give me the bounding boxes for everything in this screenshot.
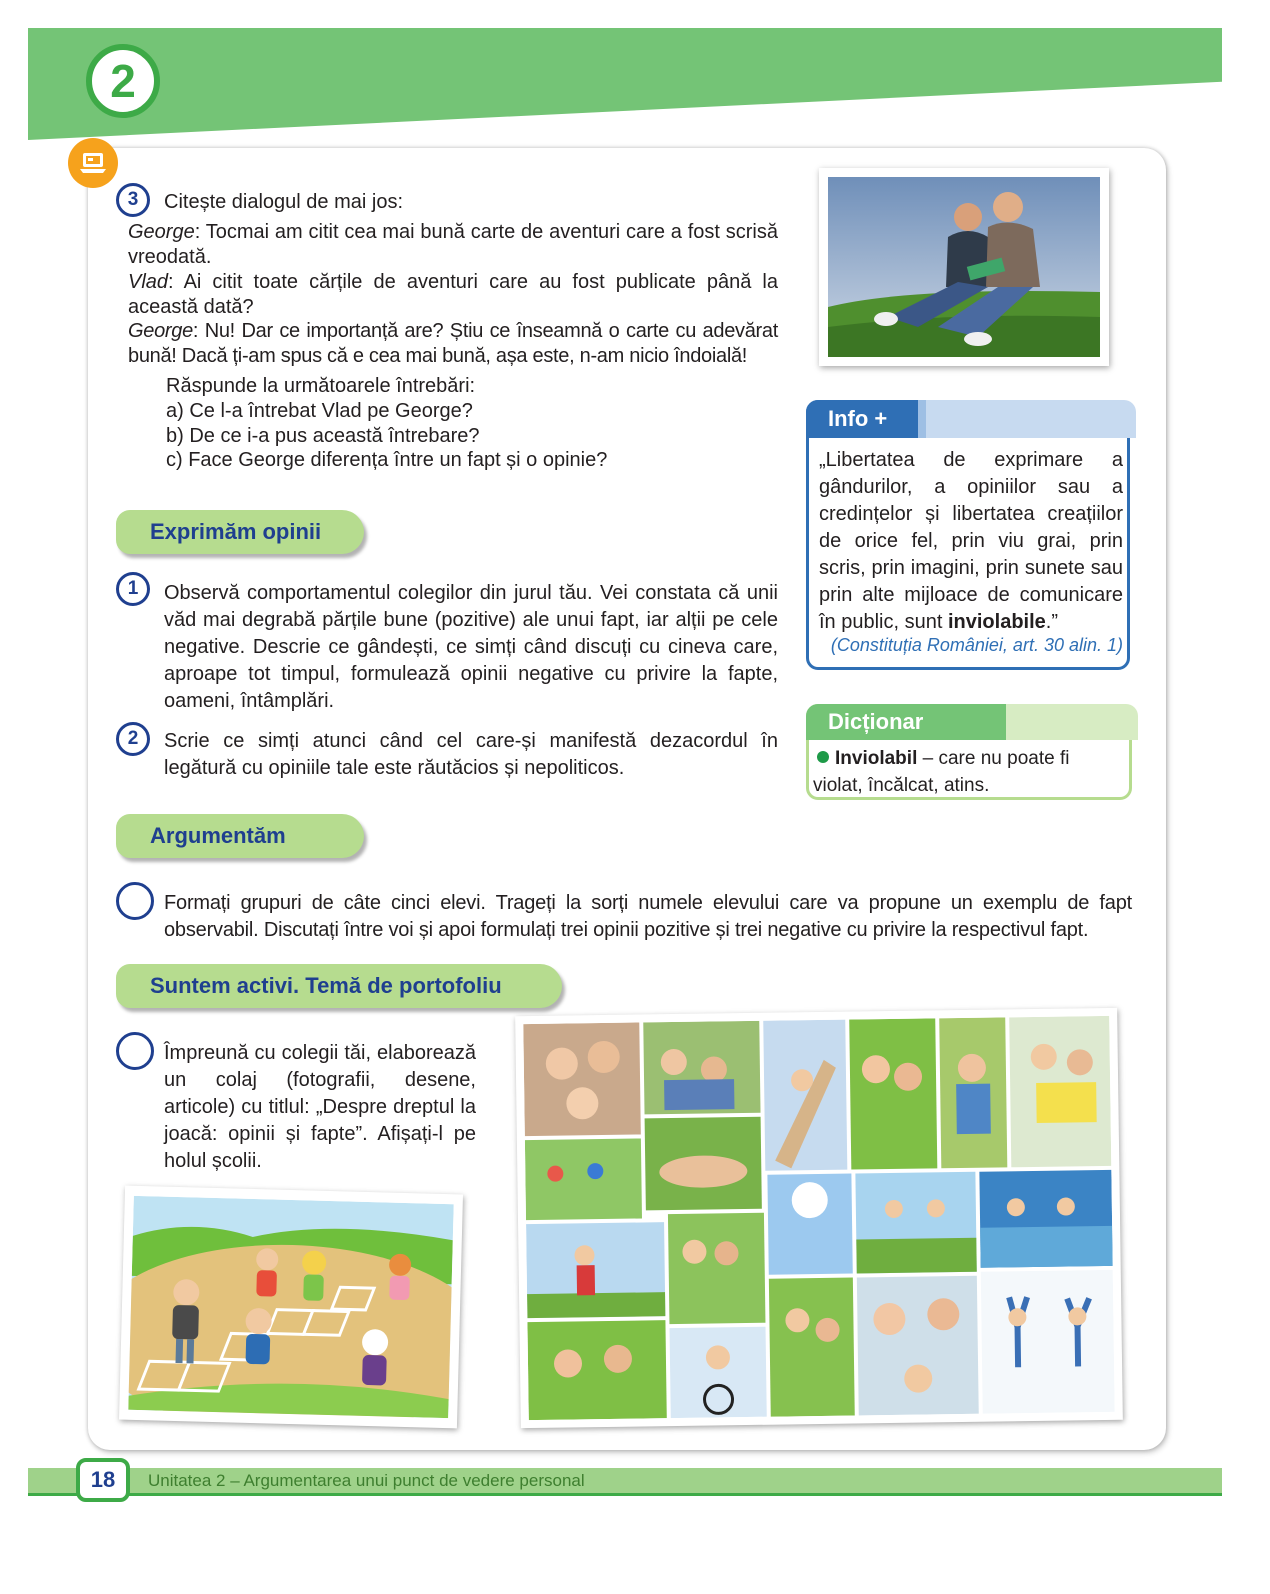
exercise-number-badge: 3 [116,183,150,217]
opinions-item-2: Scrie ce simți atunci când cel care-și manifestă dezacordul în legătură cu opiniile tale este răutăcios și nepoliticos. [164,730,778,779]
info-quote [819,447,1123,636]
dictionary-definition: – care nu poate fi violat, încălcat, atins. [813,748,1070,796]
argue-item: Formați grupuri de câte cinci elevi. Trageți la sorți numele elevului care va propune un exemplu de fapt observabil. Discutați între voi și apoi formulați trei opinii pozitive și trei negative cu privire la respectivul fapt. [164,892,1132,941]
dialogue-text: : Nu! Dar ce importanță are? Știu ce înseamnă o carte cu adevărat bună! Dacă ți-am spus că e cea mai bună, așa este, n-am nicio îndoială! [128,320,778,367]
section-heading-opinions: Exprimăm opinii [116,510,364,554]
photo-collage [515,1008,1123,1428]
speaker-name: George [128,320,193,342]
dictionary-box [806,704,1132,800]
info-tab-band [918,400,1136,438]
dictionary-term: Inviolabil [835,748,918,769]
dictionary-entry [813,745,1123,799]
item-number-badge [116,1032,154,1070]
info-box-title: Info + [806,400,918,438]
photo-teens-reading [819,168,1109,366]
info-quote-text: „Libertatea de exprimare a gândurilor, a opiniilor sau a credințelor și libertatea creațiilor de orice fel, prin viu grai, prin scris, prin imagini, prin sunete sau prin alte mijloace de comunicare în public, sunt [819,449,1123,633]
item-number-badge [116,882,154,920]
info-quote-bold: inviolabile [947,611,1046,633]
bullet-icon [817,751,829,763]
portfolio-item: Împreună cu colegii tăi, elaborează un colaj (fotografii, desene, articole) cu titlul: „Despre dreptul la joacă: opinii și fapte”. Afișați-l pe holul școlii. [164,1042,476,1172]
illustration-hopscotch [119,1186,463,1429]
dialogue-line [128,270,778,319]
section-heading-argue: Argumentăm [116,814,364,858]
dialogue-text: : Ai citit toate cărțile de aventuri care au fost publicate până la această dată? [128,271,778,318]
opinions-item-1: Observă comportamentul colegilor din jurul tău. Vei constata că unii văd mai degrabă părțile bune (pozitive) ale unui fapt, iar alții pe cele negative. Descrie ce gândești, ce simți când discuți cu cineva care, aproape tot timpul, formulează opinii negative cu privire la fapte, oameni, întâmplări. [164,582,778,712]
dialogue-line [128,220,778,269]
speaker-name: George [128,221,195,243]
speaker-name: Vlad [128,271,169,293]
item-number-badge: 1 [116,572,150,606]
info-source: (Constituția României, art. 30 alin. 1) [830,635,1123,655]
laptop-icon [68,138,118,188]
question-item: c) Face George diferența între un fapt și o opinie? [166,449,608,471]
info-quote-end: .” [1045,611,1058,633]
question-item: b) De ce i-a pus această întrebare? [166,425,480,447]
dialogue-line [128,319,778,368]
dialogue-text: : Tocmai am citit cea mai bună carte de aventuri care a fost scrisă vreodată. [128,221,778,268]
questions-intro: Răspunde la următoarele întrebări: [166,375,476,397]
dictionary-title: Dicționar [806,704,1006,740]
unit-number-badge: 2 [86,44,160,118]
footer-unit-title: Unitatea 2 – Argumentarea unui punct de vedere personal [148,1471,585,1490]
exercise-instruction: Citește dialogul de mai jos: [164,191,404,213]
dictionary-tab-band [1006,704,1138,740]
item-number-badge: 2 [116,722,150,756]
page-number: 18 [76,1458,130,1502]
info-box [806,400,1130,670]
header-band [28,28,1222,140]
section-heading-active: Suntem activi. Temă de portofoliu [116,964,562,1008]
question-item: a) Ce l-a întrebat Vlad pe George? [166,400,473,422]
